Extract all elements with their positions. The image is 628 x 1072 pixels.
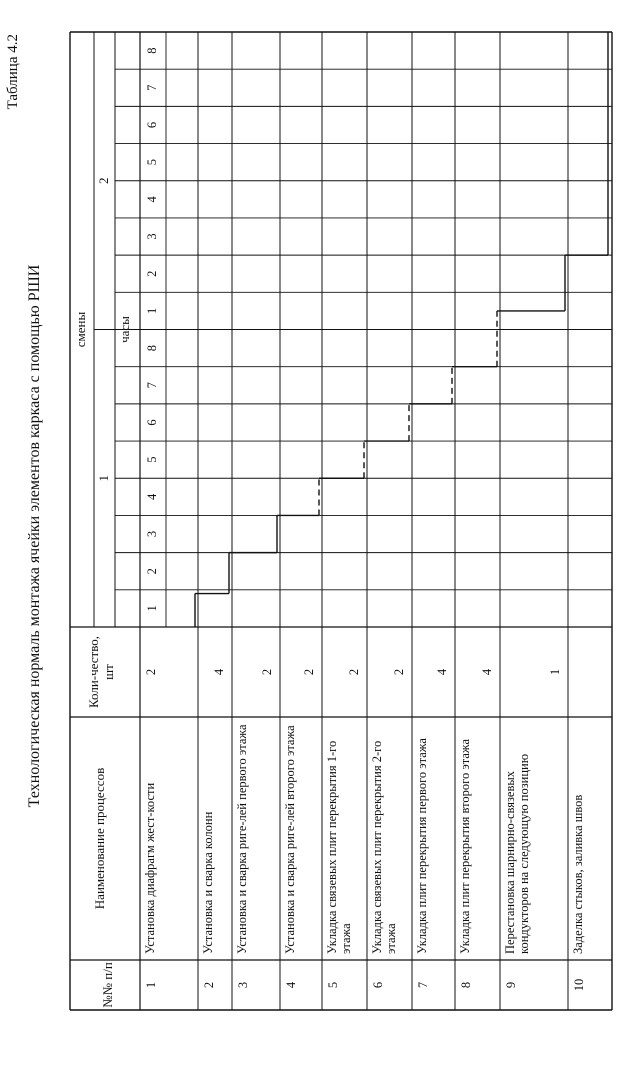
process-name: Установка и сварка риге-лей первого этажа <box>235 724 249 954</box>
header-shifts: смены <box>73 311 88 348</box>
hour-label: 8 <box>145 344 159 352</box>
process-quantity: 2 <box>347 668 361 676</box>
hour-label: 5 <box>145 456 159 463</box>
row-number: 2 <box>202 981 216 989</box>
row-number: 1 <box>144 981 158 989</box>
header-num: №№ п/п <box>100 962 115 1008</box>
hour-label: 6 <box>145 419 159 426</box>
process-quantity: 2 <box>302 668 316 676</box>
process-quantity: 2 <box>260 668 274 676</box>
process-quantity: 4 <box>212 668 226 676</box>
hour-label: 7 <box>145 84 159 91</box>
hour-label: 8 <box>145 47 159 54</box>
hour-label: 1 <box>145 307 159 315</box>
process-name: Установка и сварка риге-лей второго этажа <box>283 725 297 954</box>
hour-label: 3 <box>145 233 159 240</box>
row-number: 3 <box>236 981 250 989</box>
row-number: 9 <box>504 981 518 989</box>
process-quantity: 2 <box>144 668 158 676</box>
table-label: Таблица 4.2 <box>5 34 21 110</box>
process-name: Укладка плит перекрытия второго этажа <box>458 738 472 954</box>
page-title: Технологическая нормаль монтажа ячейки элементов каркаса с помощью РШИ <box>26 264 43 808</box>
row-number: 7 <box>416 981 430 989</box>
header-hours: часы <box>117 316 132 343</box>
hour-label: 4 <box>145 493 159 500</box>
hour-label: 2 <box>145 568 159 575</box>
header-shift-2: 2 <box>96 177 111 184</box>
process-name: Установка диафрагм жест-кости <box>143 782 157 954</box>
header-qty: Коли-чество, шт <box>86 636 116 709</box>
process-name: Заделка стыков, заливка швов <box>571 794 585 954</box>
process-quantity: 4 <box>480 668 494 676</box>
row-number: 6 <box>371 981 385 989</box>
hour-label: 3 <box>145 530 159 538</box>
process-name: Укладка плит перекрытия первого этажа <box>415 738 429 954</box>
hour-label: 2 <box>145 270 159 277</box>
row-number: 5 <box>326 981 340 989</box>
hour-label: 6 <box>145 121 159 129</box>
row-number: 4 <box>284 981 298 989</box>
process-name: Укладка связевых плит перекрытия 1-го этажа <box>325 740 353 954</box>
process-quantity: 2 <box>392 668 406 676</box>
hour-label: 5 <box>145 159 159 166</box>
row-number: 10 <box>572 978 586 992</box>
hour-label: 4 <box>145 196 159 203</box>
hour-label: 1 <box>145 605 159 612</box>
process-quantity: 4 <box>435 668 449 676</box>
header-shift-1: 1 <box>96 475 111 482</box>
header-name: Наименование процессов <box>92 767 107 910</box>
process-name: Укладка связевых плит перекрытия 2-го этажа <box>370 740 398 954</box>
process-name: Установка и сварка колонн <box>201 811 215 954</box>
row-number: 8 <box>459 981 473 989</box>
hour-label: 7 <box>145 382 159 389</box>
process-quantity: 1 <box>548 668 562 676</box>
process-name: Перестановка шарнирно-связевых кондукторов на следующую позицию <box>503 753 531 954</box>
